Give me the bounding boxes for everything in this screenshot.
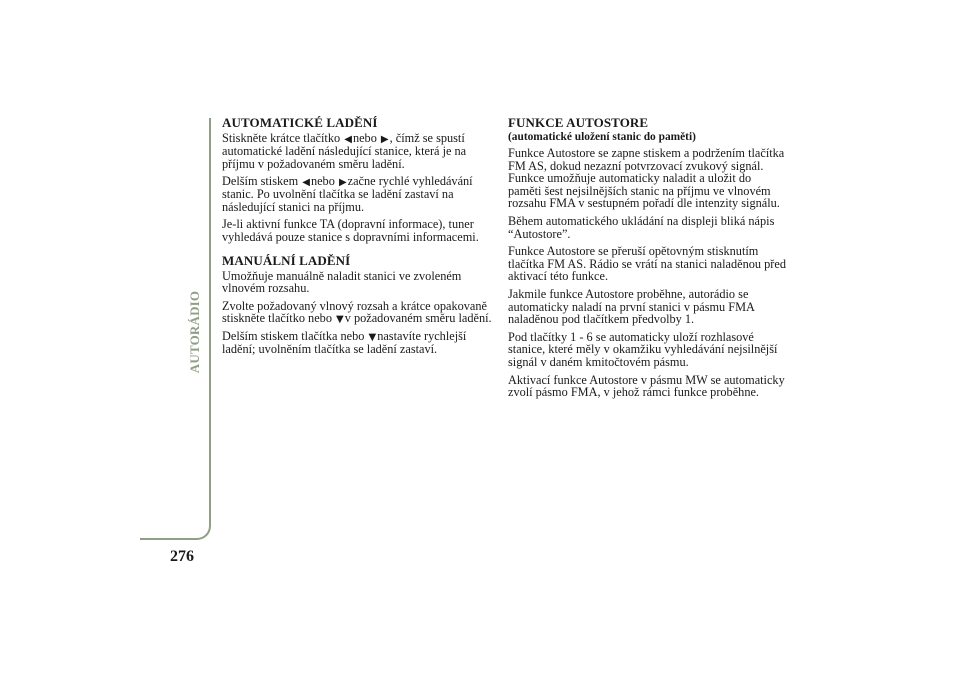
text-fragment: Delším stiskem xyxy=(222,174,299,189)
down-arrow-icon: ▼ xyxy=(368,332,377,344)
paragraph-manual-tuning-1: Umožňuje manuálně naladit stanici ve zvoleném vlnovém rozsahu. xyxy=(222,268,462,296)
left-arrow-icon: ◀ xyxy=(302,177,310,189)
paragraph-autostore-6: Aktivací funkce Autostore v pásmu MW se automaticky zvolí pásmo FMA, v jehož rámci funkce proběhne. xyxy=(508,372,785,400)
paragraph-autostore-5: Pod tlačítky 1 - 6 se automaticky uloží rozhlasové stanice, které měly v okamžiku vyhledávání nejsilnější signál v daném kmitočtovém pásmu. xyxy=(508,329,778,369)
text-fragment: začne rychlé vyhledávání stanic. Po uvolnění tlačítka se ladění zastaví na následující stanici na příjmu. xyxy=(222,174,473,214)
paragraph-manual-tuning-3 xyxy=(222,330,494,356)
subheading-autostore: (automatické uložení stanic do paměti) xyxy=(508,131,696,143)
text-fragment: v požadovaném směru ladění. xyxy=(344,311,492,326)
down-arrow-icon: ▼ xyxy=(336,314,344,326)
heading-manual-tuning: MANUÁLNÍ LADĚNÍ xyxy=(222,252,351,268)
section-tab xyxy=(186,292,204,372)
text-fragment: , čímž se spustí automatické ladění následující stanice, která je na příjmu v požadovaném směru ladění. xyxy=(222,131,467,171)
paragraph-automatic-tuning-2 xyxy=(222,175,494,213)
heading-automatic-tuning: AUTOMATICKÉ LADĚNÍ xyxy=(222,115,378,130)
paragraph-automatic-tuning-1 xyxy=(222,132,494,170)
paragraph-autostore-2: Během automatického ukládání na displeji bliká nápis “Autostore”. xyxy=(508,213,775,241)
paragraph-manual-tuning-2 xyxy=(222,300,494,326)
right-arrow-icon: ▶ xyxy=(380,134,389,145)
page-number: 276 xyxy=(170,548,194,565)
right-column xyxy=(508,116,786,404)
text-fragment: Stiskněte krátce tlačítko xyxy=(222,131,341,145)
text-fragment: Delším stiskem tlačítka nebo xyxy=(222,329,365,344)
paragraph-autostore-1: Funkce Autostore se zapne stiskem a podržením tlačítka FM AS, dokud nezazní potvrzovací zvukový signál. Funkce umožňuje automaticky naladit a uložit do paměti šest nejsilnějších stanic na příjmu ve vlnovém rozsahu FMA v sestupném pořadí dle intenzity signálu. xyxy=(508,146,785,211)
left-column xyxy=(222,116,494,361)
text-fragment: nebo xyxy=(310,174,335,189)
left-arrow-icon: ◀ xyxy=(344,134,352,145)
paragraph-autostore-4: Jakmile funkce Autostore proběhne, autorádio se automaticky naladí na první stanici v pásmu FMA naladěnou pod tlačítkem předvolby 1. xyxy=(508,286,755,327)
text-fragment: Zvolte požadovaný vlnový rozsah a krátce opakovaně stiskněte tlačítko nebo xyxy=(222,298,487,326)
heading-autostore: FUNKCE AUTOSTORE xyxy=(508,115,649,130)
section-label: AUTORÁDIO xyxy=(187,290,202,374)
right-arrow-icon: ▶ xyxy=(338,177,347,189)
text-fragment: nebo xyxy=(352,131,377,145)
paragraph-autostore-3: Funkce Autostore se přeruší opětovným stisknutím tlačítka FM AS. Rádio se vrátí na stanici naladěnou před aktivací této funkce. xyxy=(508,244,786,284)
text-fragment: nastavíte rychlejší ladění; uvolněním tlačítka se ladění zastaví. xyxy=(222,329,467,357)
paragraph-ta-info: Je-li aktivní funkce TA (dopravní informace), tuner vyhledává pouze stanice s dopravními informacemi. xyxy=(222,217,479,244)
